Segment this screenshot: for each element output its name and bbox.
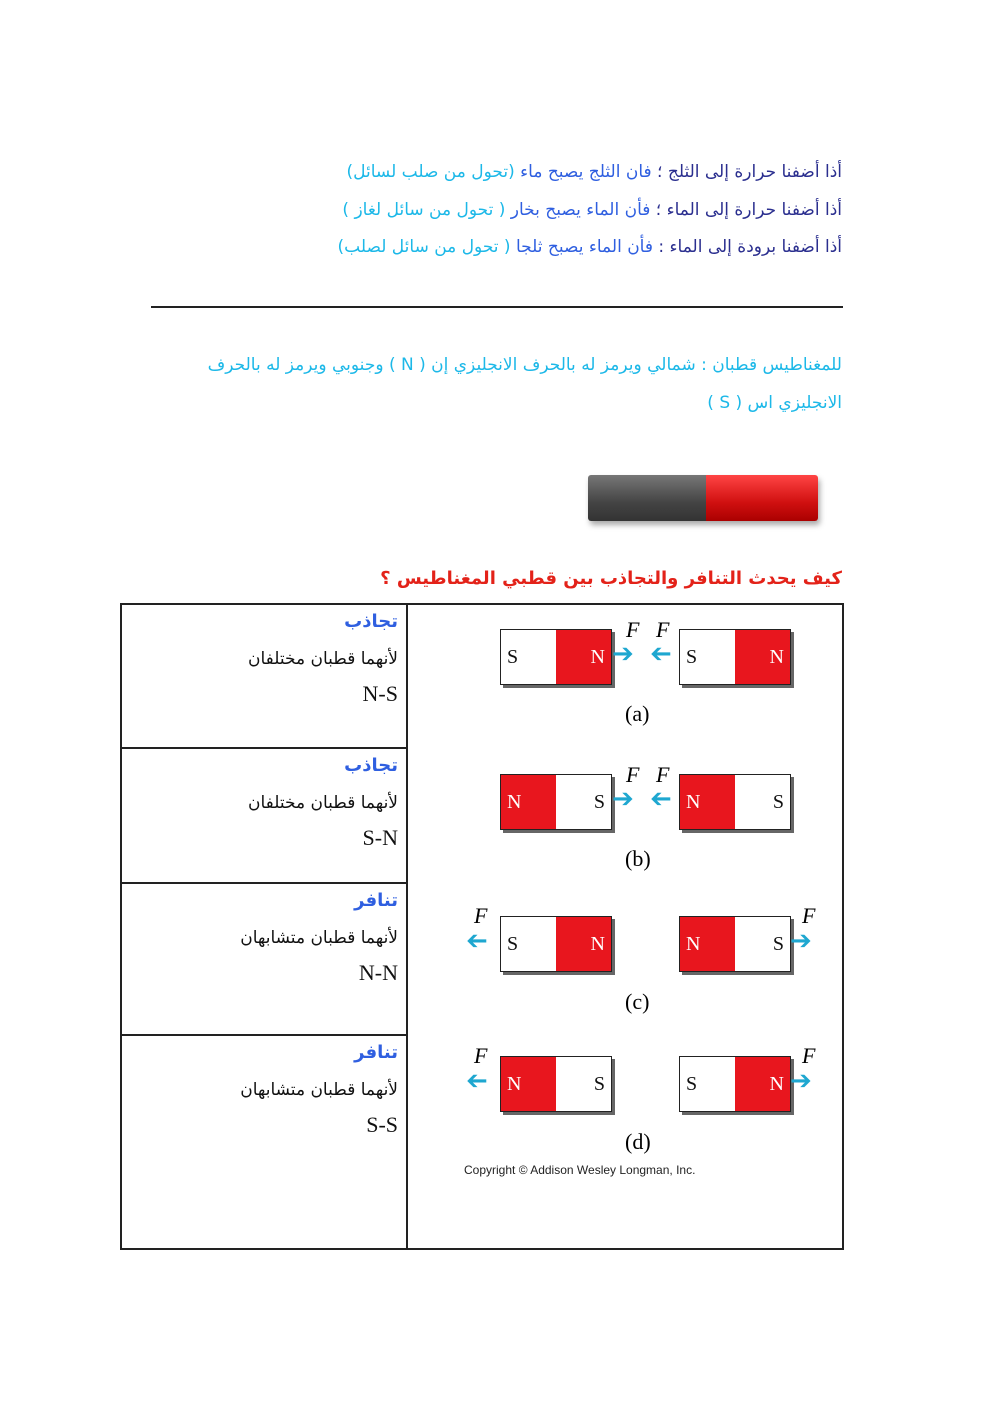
row-title: تنافر (354, 1042, 398, 1063)
force-label: F (656, 762, 670, 787)
note: (تحول من صلب لسائل) (346, 162, 515, 182)
row-title: تجاذب (344, 611, 398, 632)
arrow-right-icon: ➔ (612, 784, 634, 814)
magnet-ns (679, 774, 791, 830)
arrow-right-icon: ➔ (790, 1066, 812, 1096)
magnet-sn (679, 1056, 791, 1112)
cause: أذا أضفنا برودة إلى الماء : (658, 237, 842, 257)
magnet-ns (500, 1056, 612, 1112)
north-pole: N (556, 630, 611, 684)
magnet-sn (500, 629, 612, 685)
magnet-sn (679, 629, 791, 685)
force-label: F (802, 903, 816, 928)
arrow-right-icon: ➔ (612, 639, 634, 669)
copyright-text: Copyright © Addison Wesley Longman, Inc. (464, 1163, 696, 1177)
arrow-left-icon: ➔ (466, 1066, 488, 1096)
south-pole: S (556, 775, 611, 829)
poles-text-1: للمغناطيس قطبان : شمالي ويرمز له بالحرف الانجليزي إن ( N ) وجنوبي ويرمز له بالحرف (207, 355, 842, 375)
table-row (122, 884, 406, 1036)
force-label: F (656, 617, 670, 642)
intro-line-3 (338, 237, 842, 257)
row-pair: S-S (366, 1112, 398, 1137)
note: ( تحول من سائل لغاز ) (342, 200, 506, 220)
question-heading: كيف يحدث التنافر والتجاذب بين قطبي المغناطيس ؟ (380, 568, 842, 589)
south-pole: S (501, 630, 556, 684)
effect: فأن الماء يصبح ثلجا (515, 237, 653, 257)
row-reason: لأنهما قطبان مختلفان (247, 793, 398, 813)
south-pole: S (556, 1057, 611, 1111)
south-pole: S (680, 1057, 735, 1111)
diagram-label: (b) (625, 846, 651, 871)
magnet-ns (500, 774, 612, 830)
diagram-label: (a) (625, 701, 650, 726)
force-label: F (474, 1043, 488, 1068)
arrow-left-icon: ➔ (650, 639, 672, 669)
row-pair: S-N (362, 825, 398, 850)
force-label: F (626, 762, 640, 787)
north-pole: N (680, 775, 735, 829)
south-pole: S (501, 917, 556, 971)
column-divider (406, 605, 408, 1248)
north-pole: N (556, 917, 611, 971)
row-pair: N-S (362, 681, 398, 706)
force-label: F (802, 1043, 816, 1068)
row-title: تجاذب (344, 755, 398, 776)
row-reason: لأنهما قطبان متشابهان (240, 1080, 398, 1100)
table-row (122, 1036, 406, 1246)
magnet-ns (679, 916, 791, 972)
cause: أذا أضفنا حرارة إلى الثلج ؛ (657, 162, 842, 182)
magnet-table (120, 603, 844, 1250)
force-label: F (626, 617, 640, 642)
north-pole: N (680, 917, 735, 971)
south-pole: S (735, 917, 790, 971)
south-pole: S (735, 775, 790, 829)
row-reason: لأنهما قطبان مختلفان (247, 649, 398, 669)
diagram-label: (d) (625, 1129, 651, 1154)
effect: فأن الماء يصبح بخار (510, 200, 651, 220)
horizontal-divider (151, 306, 843, 308)
arrow-left-icon: ➔ (466, 926, 488, 956)
magnet-sn (500, 916, 612, 972)
row-pair: N-N (358, 960, 398, 985)
effect: فان الثلج يصبح ماء (520, 162, 652, 182)
intro-line-1 (346, 162, 842, 182)
poles-text-2: الانجليزي اس ( S ) (707, 393, 842, 413)
intro-line-2 (342, 200, 842, 220)
note: ( تحول من سائل لصلب) (337, 237, 511, 257)
row-reason: لأنهما قطبان متشابهان (240, 928, 398, 948)
cause: أذا أضفنا حرارة إلى الماء ؛ (655, 200, 842, 220)
bar-magnet-image (588, 475, 818, 521)
north-pole: N (735, 1057, 790, 1111)
diagram-label: (c) (625, 989, 650, 1014)
north-pole: N (501, 1057, 556, 1111)
north-pole: N (501, 775, 556, 829)
row-title: تنافر (354, 890, 398, 911)
table-row (122, 605, 406, 749)
arrow-left-icon: ➔ (650, 784, 672, 814)
arrow-right-icon: ➔ (790, 926, 812, 956)
force-label: F (474, 903, 488, 928)
table-row (122, 749, 406, 884)
north-pole: N (735, 630, 790, 684)
south-pole: S (680, 630, 735, 684)
